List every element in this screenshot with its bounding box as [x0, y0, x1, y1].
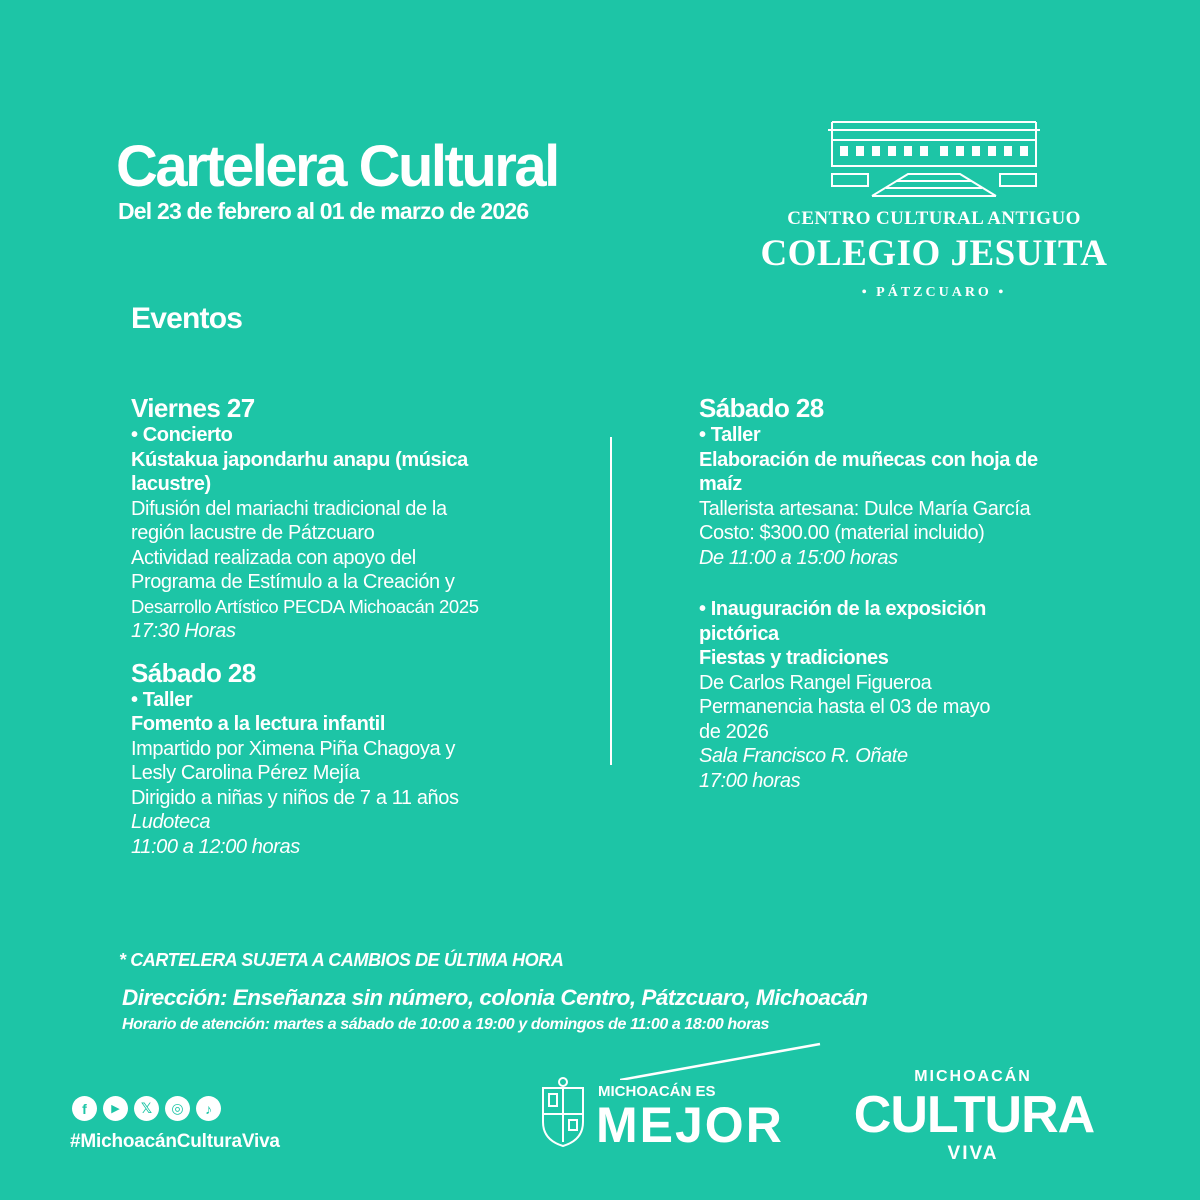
event-description: Costo: $300.00 (material incluido) — [699, 522, 985, 544]
event-day: Sábado 28 — [699, 393, 824, 423]
hashtag: #MichoacánCulturaViva — [70, 1131, 280, 1152]
event-name: Kústakua japondarhu anapu (música — [131, 448, 468, 471]
event-munecas — [699, 393, 1038, 570]
event-type: • Taller — [699, 424, 761, 446]
page-title: Cartelera Cultural — [116, 134, 558, 199]
event-time: 17:00 horas — [699, 769, 801, 792]
event-day: Viernes 27 — [131, 393, 255, 423]
section-title: Eventos — [131, 302, 243, 335]
event-description: de 2026 — [699, 720, 769, 743]
event-lectura — [131, 658, 479, 860]
x-icon[interactable]: 𝕏 — [134, 1096, 159, 1121]
cable-car-icon — [620, 1040, 830, 1080]
event-type: • Inauguración de la exposición — [699, 598, 986, 620]
event-name-cont: maíz — [699, 473, 742, 495]
address: Dirección: Enseñanza sin número, colonia Centro, Pátzcuaro, Michoacán — [122, 985, 868, 1010]
youtube-icon[interactable]: ▶ — [103, 1096, 128, 1121]
event-place: Ludoteca — [131, 811, 211, 833]
event-time: 11:00 a 12:00 horas — [131, 835, 300, 858]
cultura-viva-top: MICHOACÁN — [914, 1068, 1032, 1085]
facebook-icon[interactable]: f — [72, 1096, 97, 1121]
event-time: 17:30 Horas — [131, 620, 236, 642]
event-description: De Carlos Rangel Figueroa — [699, 671, 932, 694]
disclaimer-note: * CARTELERA SUJETA A CAMBIOS DE ÚLTIMA HORA — [119, 950, 564, 970]
event-name-cont: lacustre) — [131, 473, 211, 495]
michoacan-es-label: MICHOACÁN ES — [598, 1083, 716, 1100]
event-type-cont: pictórica — [699, 622, 779, 645]
event-name: Fomento a la lectura infantil — [131, 713, 385, 735]
opening-hours: Horario de atención: martes a sábado de 10:00 a 19:00 y domingos de 11:00 a 18:00 horas — [122, 1016, 769, 1033]
event-description: Lesly Carolina Pérez Mejía — [131, 762, 360, 784]
event-name: Elaboración de muñecas con hoja de — [699, 448, 1038, 471]
event-time: De 11:00 a 15:00 horas — [699, 546, 898, 569]
mejor-wordmark: MEJOR — [596, 1097, 784, 1153]
event-description: Dirigido a niñas y niños de 7 a 11 años — [131, 786, 459, 809]
left-column — [131, 393, 479, 859]
social-icons — [72, 1096, 221, 1121]
instagram-icon[interactable]: ◎ — [165, 1096, 190, 1121]
event-description: Difusión del mariachi tradicional de la — [131, 497, 447, 520]
event-exposicion — [699, 597, 1038, 793]
event-name: Fiestas y tradiciones — [699, 647, 889, 669]
event-description: Actividad realizada con apoyo del — [131, 546, 416, 569]
cultura-wordmark: CULTURA — [853, 1086, 1095, 1144]
event-type: • Concierto — [131, 424, 233, 446]
event-description: Permanencia hasta el 03 de mayo — [699, 696, 991, 718]
event-type: • Taller — [131, 688, 193, 711]
venue-name-line1: CENTRO CULTURAL ANTIGUO — [787, 208, 1081, 229]
event-description: Programa de Estímulo a la Creación y — [131, 571, 455, 593]
event-description: Desarrollo Artístico PECDA Michoacán 2025 — [131, 595, 479, 617]
date-range: Del 23 de febrero al 01 de marzo de 2026 — [118, 198, 529, 224]
event-description: Tallerista artesana: Dulce María García — [699, 497, 1031, 520]
event-place: Sala Francisco R. Oñate — [699, 745, 908, 767]
cultura-viva-bottom: VIVA — [947, 1143, 999, 1164]
event-description: Impartido por Ximena Piña Chagoya y — [131, 737, 455, 760]
tiktok-icon[interactable]: ♪ — [196, 1096, 221, 1121]
event-concierto — [131, 393, 479, 644]
venue-name-line2: COLEGIO JESUITA — [760, 233, 1108, 274]
venue-city: • PÁTZCUARO • — [861, 285, 1007, 300]
event-day: Sábado 28 — [131, 657, 256, 688]
right-column — [699, 393, 1038, 793]
colegio-building-logo — [828, 118, 1040, 198]
column-divider — [610, 437, 612, 765]
coat-of-arms-icon — [538, 1076, 588, 1150]
event-description: región lacustre de Pátzcuaro — [131, 522, 375, 544]
